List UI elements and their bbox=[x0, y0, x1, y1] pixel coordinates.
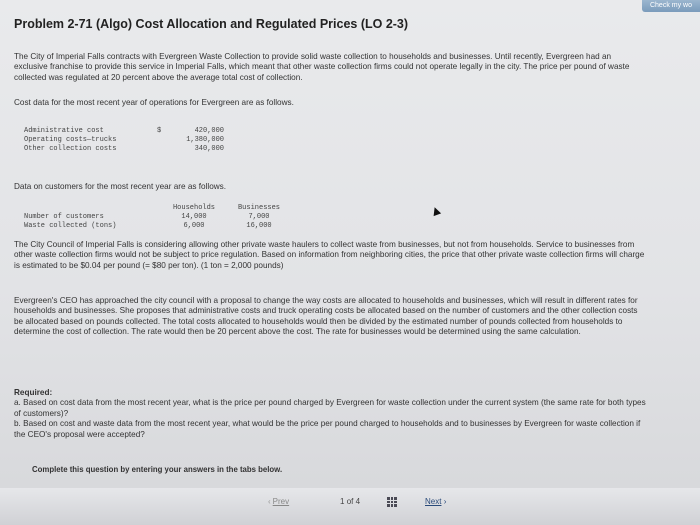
customer-table bbox=[24, 204, 294, 231]
table-row bbox=[24, 136, 224, 145]
council-paragraph: The City Council of Imperial Falls is considering allowing other private waste haulers to collect waste from businesses, but not from households. Service to businesses from other waste collection firms would not be subject to price regulation. Based on information from neighboring cities, the price that other private waste collection firms will charge is estimated to be $0.04 per pound (= $80 per ton). (1 ton = 2,000 pounds) bbox=[14, 240, 645, 270]
required-label: Required: bbox=[14, 388, 53, 397]
cost-label: Administrative cost bbox=[24, 127, 104, 135]
next-button[interactable] bbox=[425, 497, 446, 506]
customer-data-intro: Data on customers for the most recent year are as follows. bbox=[14, 182, 227, 191]
instruction-text: Complete this question by entering your answers in the tabs below. bbox=[32, 465, 283, 474]
navigation-bar bbox=[0, 488, 700, 525]
businesses-value: 7,000 bbox=[248, 213, 270, 221]
prev-button[interactable] bbox=[268, 497, 289, 506]
intro-paragraph: The City of Imperial Falls contracts with Evergreen Waste Collection to provide solid waste collection to households and businesses. Until recently, Evergreen had an exclusive franchise to provide this service in Imperial Falls, which meant that other waste collection firms could not operate legally in the city. The price per pound of waste collected was regulated at 20 percent above the average total cost of collection. bbox=[14, 52, 630, 82]
column-header-businesses: Businesses bbox=[237, 204, 280, 212]
column-header-households: Households bbox=[172, 204, 215, 212]
grid-icon[interactable] bbox=[387, 497, 397, 507]
required-part-b: b. Based on cost and waste data from the most recent year, what would be the price per pound charged to households and to businesses by Evergreen for waste collection if the CEO's proposal were accepted? bbox=[14, 419, 641, 439]
cost-value: 1,380,000 bbox=[186, 136, 224, 144]
chevron-right-icon: › bbox=[443, 497, 447, 506]
total-pages: 4 bbox=[355, 497, 361, 506]
cost-value: 340,000 bbox=[194, 145, 224, 153]
table-row bbox=[24, 127, 224, 136]
households-value: 6,000 bbox=[183, 222, 205, 230]
row-label: Number of customers bbox=[24, 213, 104, 221]
prev-label: Prev bbox=[272, 497, 290, 506]
dollar-sign: $ bbox=[157, 127, 162, 135]
table-row bbox=[24, 222, 294, 231]
households-value: 14,000 bbox=[181, 213, 207, 221]
table-row bbox=[24, 145, 224, 154]
current-page: 1 bbox=[340, 497, 345, 506]
required-section bbox=[14, 388, 646, 440]
of-label: of bbox=[346, 497, 354, 506]
table-row bbox=[24, 213, 294, 222]
page-title: Problem 2-71 (Algo) Cost Allocation and Regulated Prices (LO 2-3) bbox=[14, 17, 409, 31]
chevron-left-icon: ‹ bbox=[268, 497, 271, 506]
required-part-a: a. Based on cost data from the most recent year, what is the price per pound charged by Evergreen for waste collection under the current system (the same rate for both types of customers)? bbox=[14, 398, 646, 418]
row-label: Waste collected (tons) bbox=[24, 222, 117, 230]
cost-label: Operating costs—trucks bbox=[24, 136, 117, 144]
cost-data-intro: Cost data for the most recent year of operations for Evergreen are as follows. bbox=[14, 98, 294, 107]
businesses-value: 16,000 bbox=[246, 222, 272, 230]
check-my-work-button[interactable]: Check my wo bbox=[642, 0, 700, 12]
next-label: Next bbox=[425, 497, 442, 506]
cost-label: Other collection costs bbox=[24, 145, 117, 153]
ceo-paragraph: Evergreen's CEO has approached the city council with a proposal to change the way costs are allocated to households and businesses, which will result in different rates for households and businesses. She proposes that administrative costs and truck operating costs be allocated based on the number of customers and the other collection costs be allocated based on pounds collected. The total costs allocated to households would then be divided by the estimated number of pounds collected from households to determine the cost of collection. The rate would then be 20 percent above the cost. The rate for businesses would be determined using the same calculation. bbox=[14, 296, 638, 337]
cost-value: 420,000 bbox=[194, 127, 224, 135]
page-indicator bbox=[340, 497, 360, 506]
cost-table bbox=[24, 127, 224, 154]
table-header-row bbox=[24, 204, 294, 213]
